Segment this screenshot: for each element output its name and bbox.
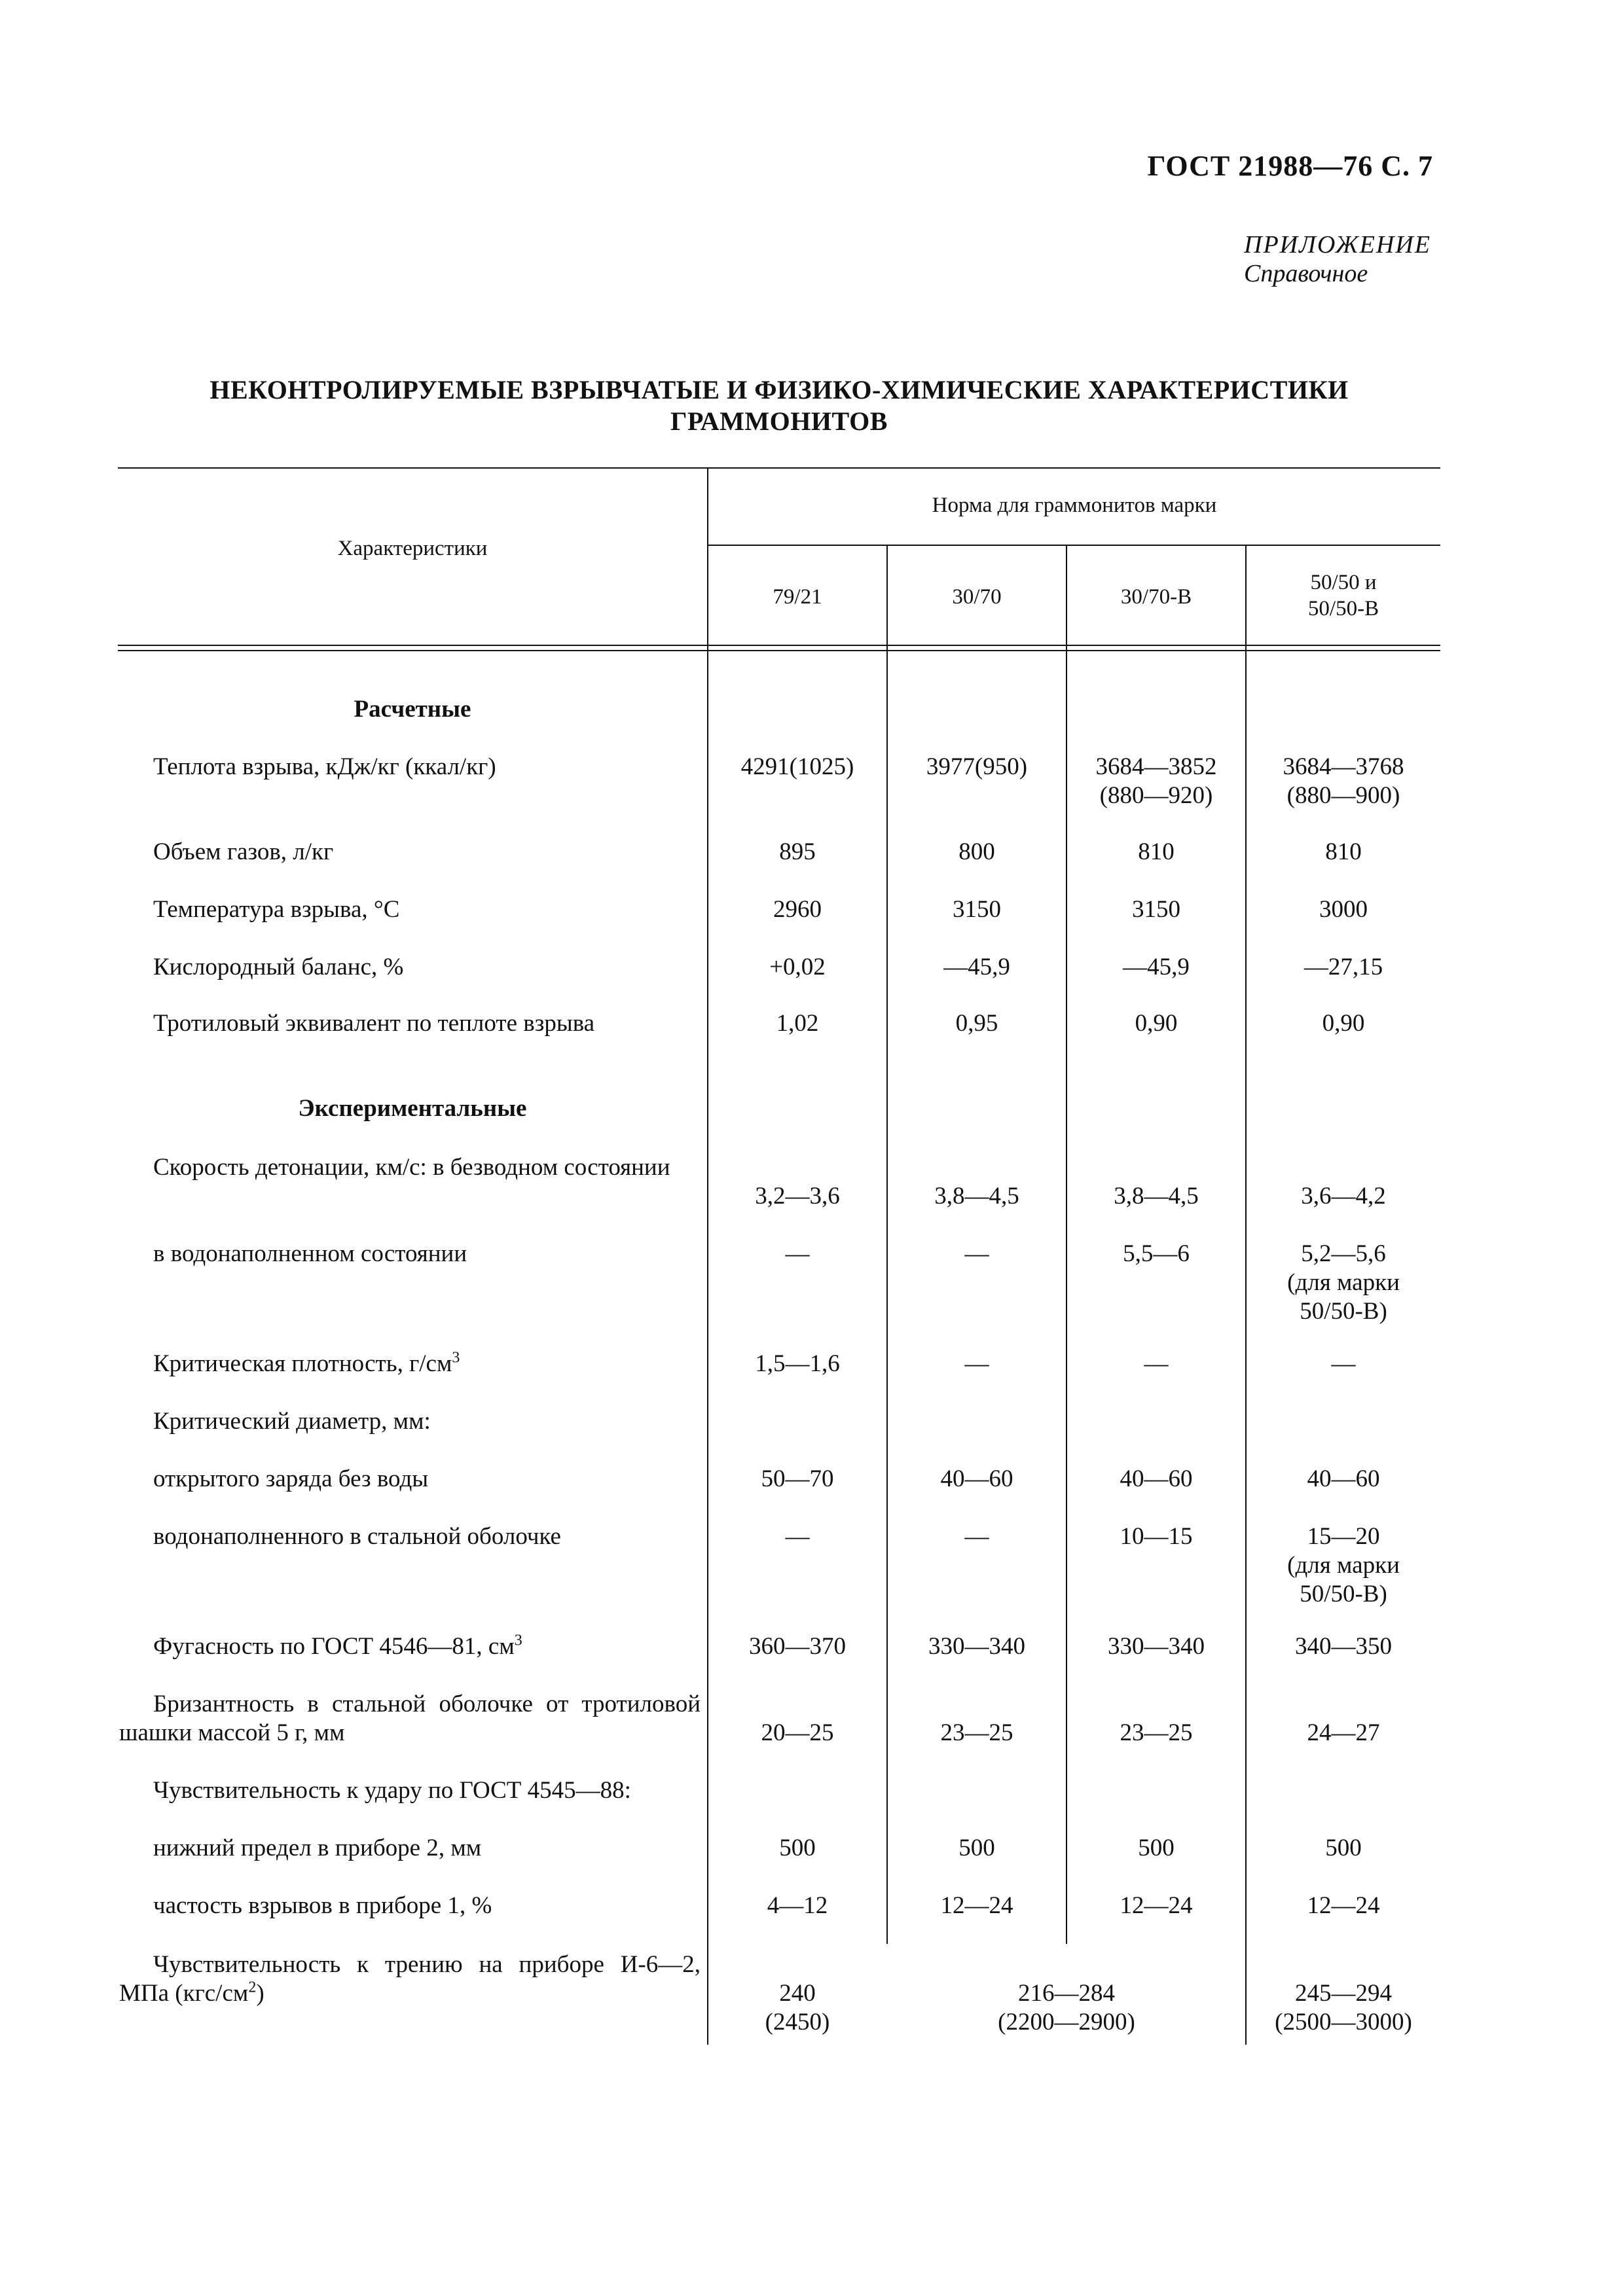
cell-fugacity-50-50: 340—350 (1295, 1633, 1392, 1660)
cell-oxygen-30-70: —45,9 (943, 954, 1010, 980)
critical-density-text: Критическая плотность, г/см (153, 1350, 452, 1377)
row-label-lower-limit: нижний предел в приборе 2, мм (153, 1835, 482, 1861)
cell-friction-50-50: 245—294 (2500—3000) (1275, 1980, 1412, 2036)
row-label-impact-sensitivity: Чувствительность к удару по ГОСТ 4545—88: (153, 1777, 631, 1804)
row-label-gas: Объем газов, л/кг (153, 838, 334, 865)
cell-tnt-30-70-v: 0,90 (1135, 1010, 1178, 1037)
row-label-fugacity (119, 1632, 701, 1661)
cell-brisance-30-70-v: 23—25 (1120, 1719, 1193, 1746)
cell-detonation-30-70-v: 3,8—4,5 (1114, 1183, 1199, 1210)
cell-crit-density-30-70: — (964, 1350, 989, 1377)
row-label-brisance: Бризантность в стальной оболочке от тротиловой шашки массой 5 г, мм (119, 1691, 701, 1746)
cell-tnt-79-21: 1,02 (776, 1010, 819, 1037)
cell-detonation-79-21: 3,2—3,6 (755, 1183, 840, 1210)
header-bottom-rule (118, 645, 1440, 646)
cell-steel-shell-79-21: — (785, 1523, 810, 1550)
header-col-50-50-line1: 50/50 и (1310, 571, 1377, 594)
cell-frequency-50-50: 12—24 (1307, 1892, 1380, 1919)
cell-crit-density-79-21: 1,5—1,6 (755, 1350, 840, 1377)
row-label-critical-density (119, 1350, 701, 1378)
cell-temp-30-70: 3150 (953, 896, 1001, 923)
cell-open-charge-30-70: 40—60 (940, 1465, 1013, 1492)
row-label-water-filled: в водонаполненном состоянии (153, 1240, 467, 1267)
cell-brisance-50-50: 24—27 (1307, 1719, 1380, 1746)
page-header: ГОСТ 21988—76 С. 7 (1147, 150, 1433, 182)
row-label-steel-shell: водонаполненного в стальной оболочке (153, 1523, 561, 1550)
header-col-50-50-line2: 50/50-В (1307, 597, 1379, 620)
header-bottom-rule-double (118, 650, 1440, 651)
document-title (118, 374, 1440, 437)
header-col-50-50 (1247, 569, 1440, 622)
row-label-temperature: Температура взрыва, °С (153, 896, 400, 923)
row-label-open-charge: открытого заряда без воды (153, 1465, 429, 1492)
cell-brisance-30-70: 23—25 (940, 1719, 1013, 1746)
friction-sup: 2 (248, 1979, 257, 1996)
cell-temp-30-70-v: 3150 (1132, 896, 1180, 923)
row-label-oxygen-balance: Кислородный баланс, % (153, 954, 404, 980)
row-label-tnt-equivalent: Тротиловый эквивалент по теплоте взрыва (153, 1010, 595, 1037)
cell-gas-50-50: 810 (1325, 838, 1362, 865)
row-label-friction-sensitivity (119, 1950, 701, 2008)
friction-text-end: ) (256, 1980, 264, 2007)
cell-open-charge-50-50: 40—60 (1307, 1465, 1380, 1492)
section-calculated: Расчетные (354, 696, 471, 723)
cell-fugacity-30-70: 330—340 (928, 1633, 1025, 1660)
cell-detonation-30-70: 3,8—4,5 (934, 1183, 1019, 1210)
cell-friction-30-70-merged: 216—284 (2200—2900) (998, 1980, 1135, 2036)
cell-crit-density-50-50: — (1331, 1350, 1356, 1377)
cell-tnt-30-70: 0,95 (955, 1010, 998, 1037)
cell-crit-density-30-70-v: — (1144, 1350, 1169, 1377)
header-group: Норма для граммонитов марки (932, 493, 1217, 517)
cell-steel-shell-30-70: — (964, 1523, 989, 1550)
fugacity-text: Фугасность по ГОСТ 4546—81, см (153, 1633, 515, 1660)
title-line-1: НЕКОНТРОЛИРУЕМЫЕ ВЗРЫВЧАТЫЕ И ФИЗИКО-ХИМИЧЕСКИЕ ХАРАКТЕРИСТИКИ (210, 375, 1349, 404)
cell-heat-79-21: 4291(1025) (740, 753, 854, 780)
cell-open-charge-30-70-v: 40—60 (1120, 1465, 1193, 1492)
row-label-critical-diameter: Критический диаметр, мм: (153, 1408, 431, 1435)
table-top-rule (118, 467, 1440, 469)
fugacity-sup: 3 (514, 1632, 522, 1649)
cell-oxygen-50-50: —27,15 (1304, 954, 1383, 980)
cell-lower-limit-30-70-v: 500 (1138, 1835, 1175, 1861)
header-col-79-21: 79/21 (773, 585, 822, 609)
title-line-2: ГРАММОНИТОВ (670, 406, 888, 436)
cell-steel-shell-50-50: 15—20 (для марки 50/50-В) (1287, 1523, 1400, 1607)
appendix-block (1244, 230, 1431, 288)
cell-frequency-30-70-v: 12—24 (1120, 1892, 1193, 1919)
row-label-heat: Теплота взрыва, кДж/кг (ккал/кг) (153, 753, 496, 780)
cell-fugacity-30-70-v: 330—340 (1108, 1633, 1205, 1660)
cell-open-charge-79-21: 50—70 (761, 1465, 834, 1492)
cell-water-filled-30-70-v: 5,5—6 (1123, 1240, 1190, 1267)
cell-frequency-30-70: 12—24 (940, 1892, 1013, 1919)
row-label-explosion-frequency: частость взрывов в приборе 1, % (153, 1892, 492, 1919)
cell-frequency-79-21: 4—12 (767, 1892, 828, 1919)
cell-lower-limit-50-50: 500 (1325, 1835, 1362, 1861)
critical-density-sup: 3 (452, 1349, 460, 1367)
friction-text: Чувствительность к трению на приборе И-6—2, МПа (кгс/см (119, 1951, 701, 2007)
cell-detonation-50-50: 3,6—4,2 (1301, 1183, 1386, 1210)
cell-friction-79-21: 240 (2450) (765, 1980, 830, 2036)
header-col-30-70-v: 30/70-В (1120, 585, 1192, 609)
cell-oxygen-79-21: +0,02 (769, 954, 826, 980)
appendix-type: Справочное (1244, 260, 1368, 287)
cell-heat-30-70: 3977(950) (926, 753, 1028, 780)
cell-tnt-50-50: 0,90 (1322, 1010, 1365, 1037)
cell-water-filled-79-21: — (785, 1240, 810, 1267)
cell-temp-79-21: 2960 (773, 896, 822, 923)
cell-steel-shell-30-70-v: 10—15 (1120, 1523, 1193, 1550)
cell-fugacity-79-21: 360—370 (749, 1633, 846, 1660)
cell-heat-50-50: 3684—3768 (880—900) (1283, 753, 1404, 809)
header-col-30-70: 30/70 (952, 585, 1002, 609)
cell-gas-79-21: 895 (779, 838, 816, 865)
cell-brisance-79-21: 20—25 (761, 1719, 834, 1746)
cell-water-filled-30-70: — (964, 1240, 989, 1267)
appendix-label: ПРИЛОЖЕНИЕ (1244, 231, 1431, 259)
section-experimental: Экспериментальные (298, 1095, 527, 1122)
cell-lower-limit-30-70: 500 (958, 1835, 995, 1861)
header-characteristics: Характеристики (337, 537, 488, 560)
row-label-detonation-speed: Скорость детонации, км/с: в безводном состоянии (153, 1154, 670, 1181)
cell-water-filled-50-50: 5,2—5,6 (для марки 50/50-В) (1287, 1240, 1400, 1325)
cell-gas-30-70: 800 (958, 838, 995, 865)
cell-temp-50-50: 3000 (1319, 896, 1368, 923)
cell-gas-30-70-v: 810 (1138, 838, 1175, 865)
cell-oxygen-30-70-v: —45,9 (1123, 954, 1190, 980)
group-header-rule (707, 545, 1440, 546)
cell-lower-limit-79-21: 500 (779, 1835, 816, 1861)
cell-heat-30-70-v: 3684—3852 (880—920) (1095, 753, 1217, 809)
